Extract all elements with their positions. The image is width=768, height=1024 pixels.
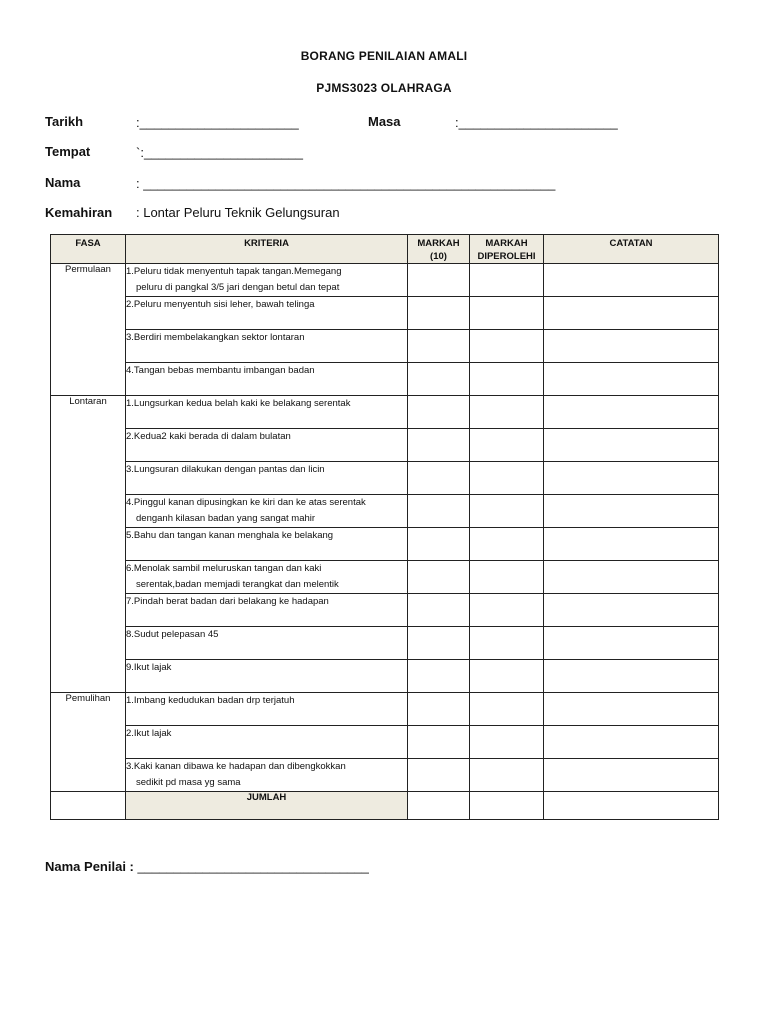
total-fasa-cell — [51, 792, 126, 820]
catatan-cell[interactable] — [544, 693, 719, 726]
criteria-text: 5.Bahu dan tangan kanan menghala ke belakang — [126, 528, 408, 561]
table-row — [51, 396, 719, 429]
form-title: BORANG PENILAIAN AMALI — [300, 49, 468, 63]
phase-pemulihan: Pemulihan — [51, 693, 126, 792]
penilai-label: Nama Penilai : — [45, 859, 134, 874]
markah-cell[interactable] — [408, 330, 470, 363]
markah-cell[interactable] — [408, 693, 470, 726]
diperolehi-cell[interactable] — [470, 363, 544, 396]
diperolehi-cell[interactable] — [470, 594, 544, 627]
header-markah-line1: MARKAH — [417, 238, 460, 249]
criteria-cell — [126, 495, 408, 528]
catatan-cell[interactable] — [544, 363, 719, 396]
nama-label: Nama — [45, 175, 81, 190]
diperolehi-cell[interactable] — [470, 495, 544, 528]
catatan-cell[interactable] — [544, 429, 719, 462]
markah-cell[interactable] — [408, 594, 470, 627]
markah-cell[interactable] — [408, 297, 470, 330]
total-row — [51, 792, 719, 820]
header-diperolehi-line1: MARKAH — [485, 238, 528, 249]
phase-permulaan: Permulaan — [51, 264, 126, 396]
criteria-text: 2.Peluru menyentuh sisi leher, bawah telinga — [126, 297, 408, 330]
header-markah-diperolehi — [470, 235, 544, 264]
nama-field[interactable]: : _________________________________________________________ — [136, 176, 556, 191]
table-row — [51, 594, 719, 627]
criteria-text: 1.Imbang kedudukan badan drp terjatuh — [126, 693, 408, 726]
criteria-text: 9.Ikut lajak — [126, 660, 408, 693]
catatan-cell[interactable] — [544, 561, 719, 594]
criteria-cell — [126, 561, 408, 594]
table-row — [51, 429, 719, 462]
catatan-cell[interactable] — [544, 330, 719, 363]
markah-cell[interactable] — [408, 429, 470, 462]
catatan-cell[interactable] — [544, 495, 719, 528]
criteria-text: 3.Berdiri membelakangkan sektor lontaran — [126, 330, 408, 363]
diperolehi-cell[interactable] — [470, 330, 544, 363]
diperolehi-cell[interactable] — [470, 627, 544, 660]
table-row — [51, 660, 719, 693]
total-markah-cell[interactable] — [408, 792, 470, 820]
criteria-text: 7.Pindah berat badan dari belakang ke hadapan — [126, 594, 408, 627]
criteria-text: 3.Kaki kanan dibawa ke hadapan dan dibengkokkan — [126, 761, 346, 772]
assessment-table — [50, 234, 719, 820]
catatan-cell[interactable] — [544, 396, 719, 429]
total-catatan-cell[interactable] — [544, 792, 719, 820]
kemahiran-value: : Lontar Peluru Teknik Gelungsuran — [136, 205, 340, 220]
diperolehi-cell[interactable] — [470, 264, 544, 297]
catatan-cell[interactable] — [544, 462, 719, 495]
catatan-cell[interactable] — [544, 264, 719, 297]
diperolehi-cell[interactable] — [470, 693, 544, 726]
table-row — [51, 330, 719, 363]
table-row — [51, 363, 719, 396]
table-row — [51, 462, 719, 495]
criteria-cell — [126, 759, 408, 792]
markah-cell[interactable] — [408, 561, 470, 594]
catatan-cell[interactable] — [544, 297, 719, 330]
tarikh-field[interactable]: :______________________ — [136, 115, 299, 130]
header-markah — [408, 235, 470, 264]
catatan-cell[interactable] — [544, 759, 719, 792]
header-catatan: CATATAN — [544, 235, 719, 264]
diperolehi-cell[interactable] — [470, 726, 544, 759]
criteria-text: 2.Kedua2 kaki berada di dalam bulatan — [126, 429, 408, 462]
markah-cell[interactable] — [408, 528, 470, 561]
criteria-text: 4.Tangan bebas membantu imbangan badan — [126, 363, 408, 396]
markah-cell[interactable] — [408, 759, 470, 792]
table-row — [51, 297, 719, 330]
criteria-cell — [126, 264, 408, 297]
criteria-text: 8.Sudut pelepasan 45 — [126, 627, 408, 660]
diperolehi-cell[interactable] — [470, 429, 544, 462]
table-row — [51, 726, 719, 759]
catatan-cell[interactable] — [544, 528, 719, 561]
criteria-text: 2.Ikut lajak — [126, 726, 408, 759]
penilai-field[interactable]: ________________________________ — [133, 859, 369, 874]
markah-cell[interactable] — [408, 396, 470, 429]
course-code: PJMS3023 OLAHRAGA — [316, 81, 452, 95]
criteria-text: 1.Lungsurkan kedua belah kaki ke belakang serentak — [126, 396, 408, 429]
markah-cell[interactable] — [408, 660, 470, 693]
diperolehi-cell[interactable] — [470, 396, 544, 429]
catatan-cell[interactable] — [544, 726, 719, 759]
markah-cell[interactable] — [408, 363, 470, 396]
header-fasa: FASA — [51, 235, 126, 264]
criteria-text-cont: sedikit pd masa yg sama — [136, 777, 241, 788]
markah-cell[interactable] — [408, 726, 470, 759]
diperolehi-cell[interactable] — [470, 528, 544, 561]
criteria-text-cont: serentak,badan memjadi terangkat dan melentik — [136, 579, 339, 590]
table-row — [51, 264, 719, 297]
table-row — [51, 561, 719, 594]
criteria-text: 3.Lungsuran dilakukan dengan pantas dan licin — [126, 462, 408, 495]
table-row — [51, 528, 719, 561]
masa-field[interactable]: :______________________ — [455, 115, 618, 130]
diperolehi-cell[interactable] — [470, 297, 544, 330]
diperolehi-cell[interactable] — [470, 561, 544, 594]
criteria-text-cont: denganh kilasan badan yang sangat mahir — [136, 513, 316, 524]
markah-cell[interactable] — [408, 264, 470, 297]
kemahiran-label: Kemahiran — [45, 205, 113, 220]
diperolehi-cell[interactable] — [470, 660, 544, 693]
header-kriteria: KRITERIA — [126, 235, 408, 264]
tarikh-label: Tarikh — [45, 114, 84, 129]
criteria-text-cont: peluru di pangkal 3/5 jari dengan betul dan tepat — [136, 282, 340, 293]
header-diperolehi-line2: DIPEROLEHI — [477, 251, 536, 262]
total-label: JUMLAH — [126, 792, 408, 820]
catatan-cell[interactable] — [544, 660, 719, 693]
penilai-row — [45, 859, 369, 874]
diperolehi-cell[interactable] — [470, 462, 544, 495]
markah-cell[interactable] — [408, 627, 470, 660]
markah-cell[interactable] — [408, 462, 470, 495]
catatan-cell[interactable] — [544, 627, 719, 660]
diperolehi-cell[interactable] — [470, 759, 544, 792]
table-row — [51, 693, 719, 726]
tempat-label: Tempat — [45, 144, 91, 159]
header-markah-line2: (10) — [430, 251, 447, 262]
table-row — [51, 759, 719, 792]
tempat-field[interactable]: `:______________________ — [136, 145, 304, 160]
table-header-row — [51, 235, 719, 264]
table-row — [51, 627, 719, 660]
criteria-text: 6.Menolak sambil meluruskan tangan dan kaki — [126, 563, 322, 574]
markah-cell[interactable] — [408, 495, 470, 528]
criteria-text: 4.Pinggul kanan dipusingkan ke kiri dan ke atas serentak — [126, 497, 366, 508]
criteria-text: 1.Peluru tidak menyentuh tapak tangan.Memegang — [126, 266, 342, 277]
total-diperolehi-cell[interactable] — [470, 792, 544, 820]
catatan-cell[interactable] — [544, 594, 719, 627]
phase-lontaran: Lontaran — [51, 396, 126, 693]
masa-label: Masa — [368, 114, 401, 129]
table-row — [51, 495, 719, 528]
